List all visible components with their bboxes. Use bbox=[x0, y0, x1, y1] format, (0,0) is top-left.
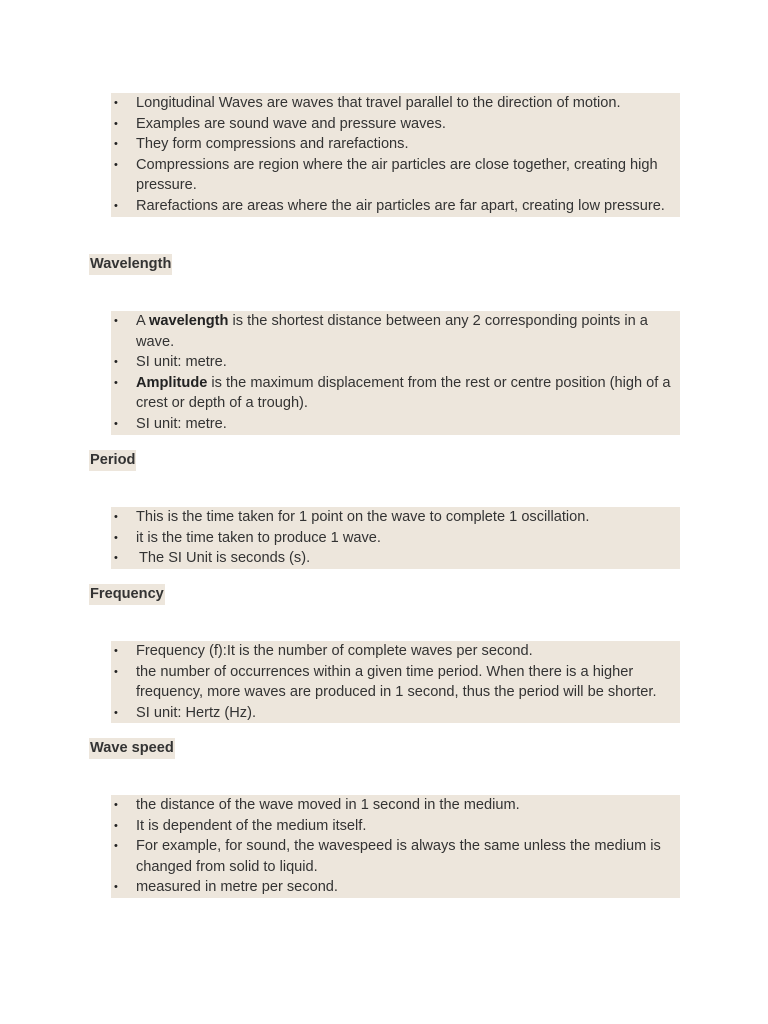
list-item: • Rarefactions are areas where the air particles are far apart, creating low pressure. bbox=[111, 196, 680, 217]
wavelength-block bbox=[111, 311, 680, 435]
list-item: • For example, for sound, the wavespeed is always the same unless the medium is changed from solid to liquid. bbox=[111, 836, 680, 877]
list-item: • They form compressions and rarefactions. bbox=[111, 134, 680, 155]
list-item: • it is the time taken to produce 1 wave. bbox=[111, 528, 680, 549]
period-heading: Period bbox=[89, 450, 136, 471]
wave-speed-heading: Wave speed bbox=[89, 738, 175, 759]
list-item: • the number of occurrences within a given time period. When there is a higher frequency, more waves are produced in 1 second, thus the period will be shorter. bbox=[111, 662, 680, 703]
period-block bbox=[111, 507, 680, 569]
frequency-heading: Frequency bbox=[89, 584, 165, 605]
intro-list bbox=[111, 93, 680, 217]
list-item: • Longitudinal Waves are waves that travel parallel to the direction of motion. bbox=[111, 93, 680, 114]
wavelength-definition: is the shortest distance between any 2 corresponding points in a wave. bbox=[136, 313, 648, 350]
list-item: • It is dependent of the medium itself. bbox=[111, 816, 680, 837]
list-item: • The SI Unit is seconds (s). bbox=[111, 548, 680, 569]
wave-speed-list bbox=[111, 795, 680, 898]
list-item bbox=[111, 373, 680, 414]
wavelength-list bbox=[111, 311, 680, 435]
frequency-block bbox=[111, 641, 680, 723]
amplitude-term: Amplitude bbox=[136, 374, 208, 391]
list-item: • SI unit: metre. bbox=[111, 352, 680, 373]
wave-speed-block bbox=[111, 795, 680, 898]
list-item: • Examples are sound wave and pressure waves. bbox=[111, 114, 680, 135]
wavelength-item-prefix: A bbox=[136, 313, 149, 329]
list-item: • Frequency (f):It is the number of complete waves per second. bbox=[111, 641, 680, 662]
list-item: • Compressions are region where the air particles are close together, creating high pressure. bbox=[111, 155, 680, 196]
list-item: • the distance of the wave moved in 1 second in the medium. bbox=[111, 795, 680, 816]
wavelength-term: wavelength bbox=[148, 313, 229, 329]
list-item: • This is the time taken for 1 point on the wave to complete 1 oscillation. bbox=[111, 507, 680, 528]
amplitude-definition: is the maximum displacement from the rest or centre position (high of a crest or depth of a trough). bbox=[136, 374, 671, 412]
wavelength-heading: Wavelength bbox=[89, 254, 172, 275]
period-list bbox=[111, 507, 680, 569]
list-item: • SI unit: Hertz (Hz). bbox=[111, 703, 680, 724]
list-item: • SI unit: metre. bbox=[111, 414, 680, 435]
intro-block bbox=[111, 93, 680, 217]
list-item: • measured in metre per second. bbox=[111, 877, 680, 898]
list-item bbox=[111, 311, 680, 352]
frequency-list bbox=[111, 641, 680, 723]
